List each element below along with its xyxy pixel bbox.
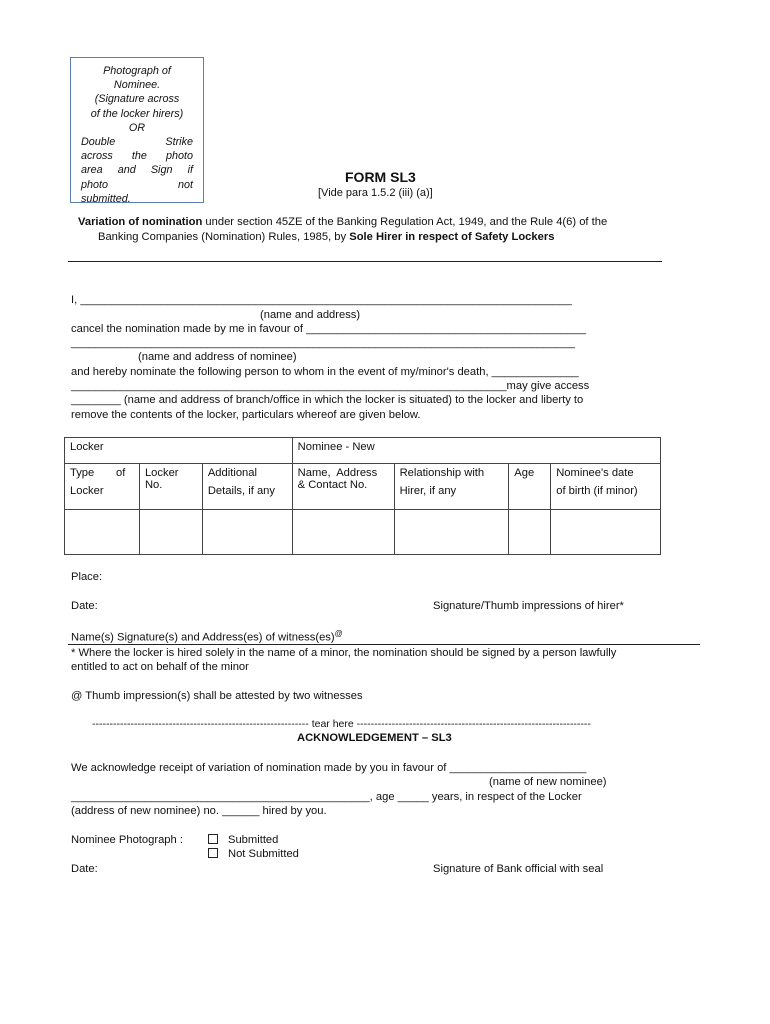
option-not-submitted[interactable] <box>208 848 299 860</box>
intro-line-1 <box>78 216 607 228</box>
col-age: Age <box>509 464 551 510</box>
access-line: ______________________________________________________________________may give access <box>71 380 590 392</box>
locker-nominee-table <box>64 437 661 555</box>
col-name-line: Name, Address <box>297 467 378 479</box>
col-locker-no-line: Locker <box>144 467 179 479</box>
ack-caption-nominee: (name of new nominee) <box>489 776 607 788</box>
col-name-line: & Contact No. <box>297 479 368 491</box>
nominee-photo-box <box>70 57 204 203</box>
col-relationship <box>394 464 509 510</box>
photo-box-word: Sign <box>150 164 173 177</box>
col-type <box>65 464 140 510</box>
hirer-signature-label: Signature/Thumb impressions of hirer* <box>433 600 624 612</box>
col-dob <box>551 464 661 510</box>
photo-box-word: not <box>177 178 193 191</box>
intro-line-2 <box>98 231 554 243</box>
photo-box-line <box>81 135 193 149</box>
cell-dob[interactable] <box>551 510 661 555</box>
cell-relationship[interactable] <box>394 510 509 555</box>
not-submitted-label: Not Submitted <box>228 848 299 860</box>
photo-box-line: submitted. <box>81 192 131 205</box>
footnote-minor: * Where the locker is hired solely in the name of a minor, the nomination should be signed by a person lawfully <box>71 647 617 659</box>
photo-box-word: area <box>81 164 103 177</box>
photo-box-word: photo <box>81 178 109 191</box>
photo-box-word: Double <box>81 136 116 149</box>
photo-box-line <box>81 149 193 163</box>
ack-title: ACKNOWLEDGEMENT – SL3 <box>297 732 452 744</box>
intro-bold-1: Variation of nomination <box>78 216 203 228</box>
photo-box-word: the <box>131 150 147 163</box>
photo-box-word: across <box>81 150 113 163</box>
nominee-caption: (name and address of nominee) <box>138 351 297 363</box>
form-subtitle: [Vide para 1.5.2 (iii) (a)] <box>318 187 433 199</box>
bank-signature-label: Signature of Bank official with seal <box>433 863 604 875</box>
cell-name-address[interactable] <box>292 510 394 555</box>
submitted-label: Submitted <box>228 834 279 846</box>
col-additional <box>202 464 292 510</box>
col-locker-no <box>139 464 202 510</box>
nominate-line: and hereby nominate the following person to whom in the event of my/minor's death, ______________ <box>71 366 579 378</box>
col-name-address <box>292 464 394 510</box>
photo-box-word: photo <box>165 150 193 163</box>
cell-age[interactable] <box>509 510 551 555</box>
witness-label <box>71 629 343 644</box>
cell-type[interactable] <box>65 510 140 555</box>
ack-date-label: Date: <box>71 863 98 875</box>
place-label: Place: <box>71 571 103 583</box>
photo-box-word: if <box>187 164 193 177</box>
photo-box-line <box>81 163 193 177</box>
photo-box-line: Photograph of <box>103 65 171 77</box>
ack-line-3: ________________________________________________, age _____ years, in respect of the Locker <box>71 791 582 803</box>
photo-box-word: and <box>117 164 136 177</box>
remove-contents-line: remove the contents of the locker, particulars whereof are given below. <box>71 409 421 421</box>
cancel-nomination-line: cancel the nomination made by me in favour of _____________________________________________ <box>71 323 587 335</box>
hirer-name-line: I, _______________________________________________________________________________ <box>71 294 572 306</box>
col-additional-line: Additional <box>207 467 257 479</box>
submitted-checkbox[interactable] <box>208 834 218 844</box>
ack-line-4: (address of new nominee) no. ______ hired by you. <box>71 805 327 817</box>
col-dob-line: of birth (if minor) <box>556 485 638 497</box>
col-locker-no-line: No. <box>144 479 163 491</box>
cell-locker-no[interactable] <box>139 510 202 555</box>
tear-line: -------------------------------------------------------------- tear here ------------------------------------------------------------------- <box>92 718 591 730</box>
option-submitted[interactable] <box>208 834 278 846</box>
date-label: Date: <box>71 600 98 612</box>
ack-line-1: We acknowledge receipt of variation of nomination made by you in favour of ______________________ <box>71 762 587 774</box>
photo-box-line: of the locker hirers) <box>90 107 184 120</box>
col-type-line: Type of <box>70 467 126 479</box>
locker-header: Locker <box>65 438 293 464</box>
footnote-thumb: @ Thumb impression(s) shall be attested by two witnesses <box>71 690 363 702</box>
not-submitted-checkbox[interactable] <box>208 848 218 858</box>
nominee-header: Nominee - New <box>292 438 660 464</box>
intro-text-2: Banking Companies (Nomination) Rules, 1985, by <box>98 231 350 243</box>
col-dob-line: Nominee's date <box>556 467 634 479</box>
divider <box>68 261 662 262</box>
footnote-divider <box>68 644 700 645</box>
cell-additional[interactable] <box>202 510 292 555</box>
col-relationship-line: Relationship with <box>399 467 485 479</box>
col-additional-line: Details, if any <box>207 485 275 497</box>
hirer-name-caption: (name and address) <box>260 309 361 321</box>
witness-superscript: @ <box>334 629 343 638</box>
intro-bold-2: Sole Hirer in respect of Safety Lockers <box>349 231 555 243</box>
footnote-minor-cont: entitled to act on behalf of the minor <box>71 661 249 673</box>
nominee-photo-label: Nominee Photograph : <box>71 834 183 846</box>
col-relationship-line: Hirer, if any <box>399 485 457 497</box>
blank-line: _________________________________________________________________________________ <box>71 337 575 349</box>
photo-box-line: (Signature across <box>94 93 180 106</box>
col-type-line: Locker <box>70 485 104 497</box>
photo-box-line: Nominee. <box>113 79 161 92</box>
intro-text-1: under section 45ZE of the Banking Regulation Act, 1949, and the Rule 4(6) of the <box>202 216 608 228</box>
form-title: FORM SL3 <box>345 169 416 185</box>
photo-box-line: OR <box>128 121 146 134</box>
photo-box-word: Strike <box>165 136 193 149</box>
witness-text: Name(s) Signature(s) and Address(es) of witness(es) <box>71 631 335 644</box>
photo-box-line <box>81 178 193 192</box>
branch-line: ________ (name and address of branch/office in which the locker is situated) to the locker and liberty to <box>71 394 584 406</box>
